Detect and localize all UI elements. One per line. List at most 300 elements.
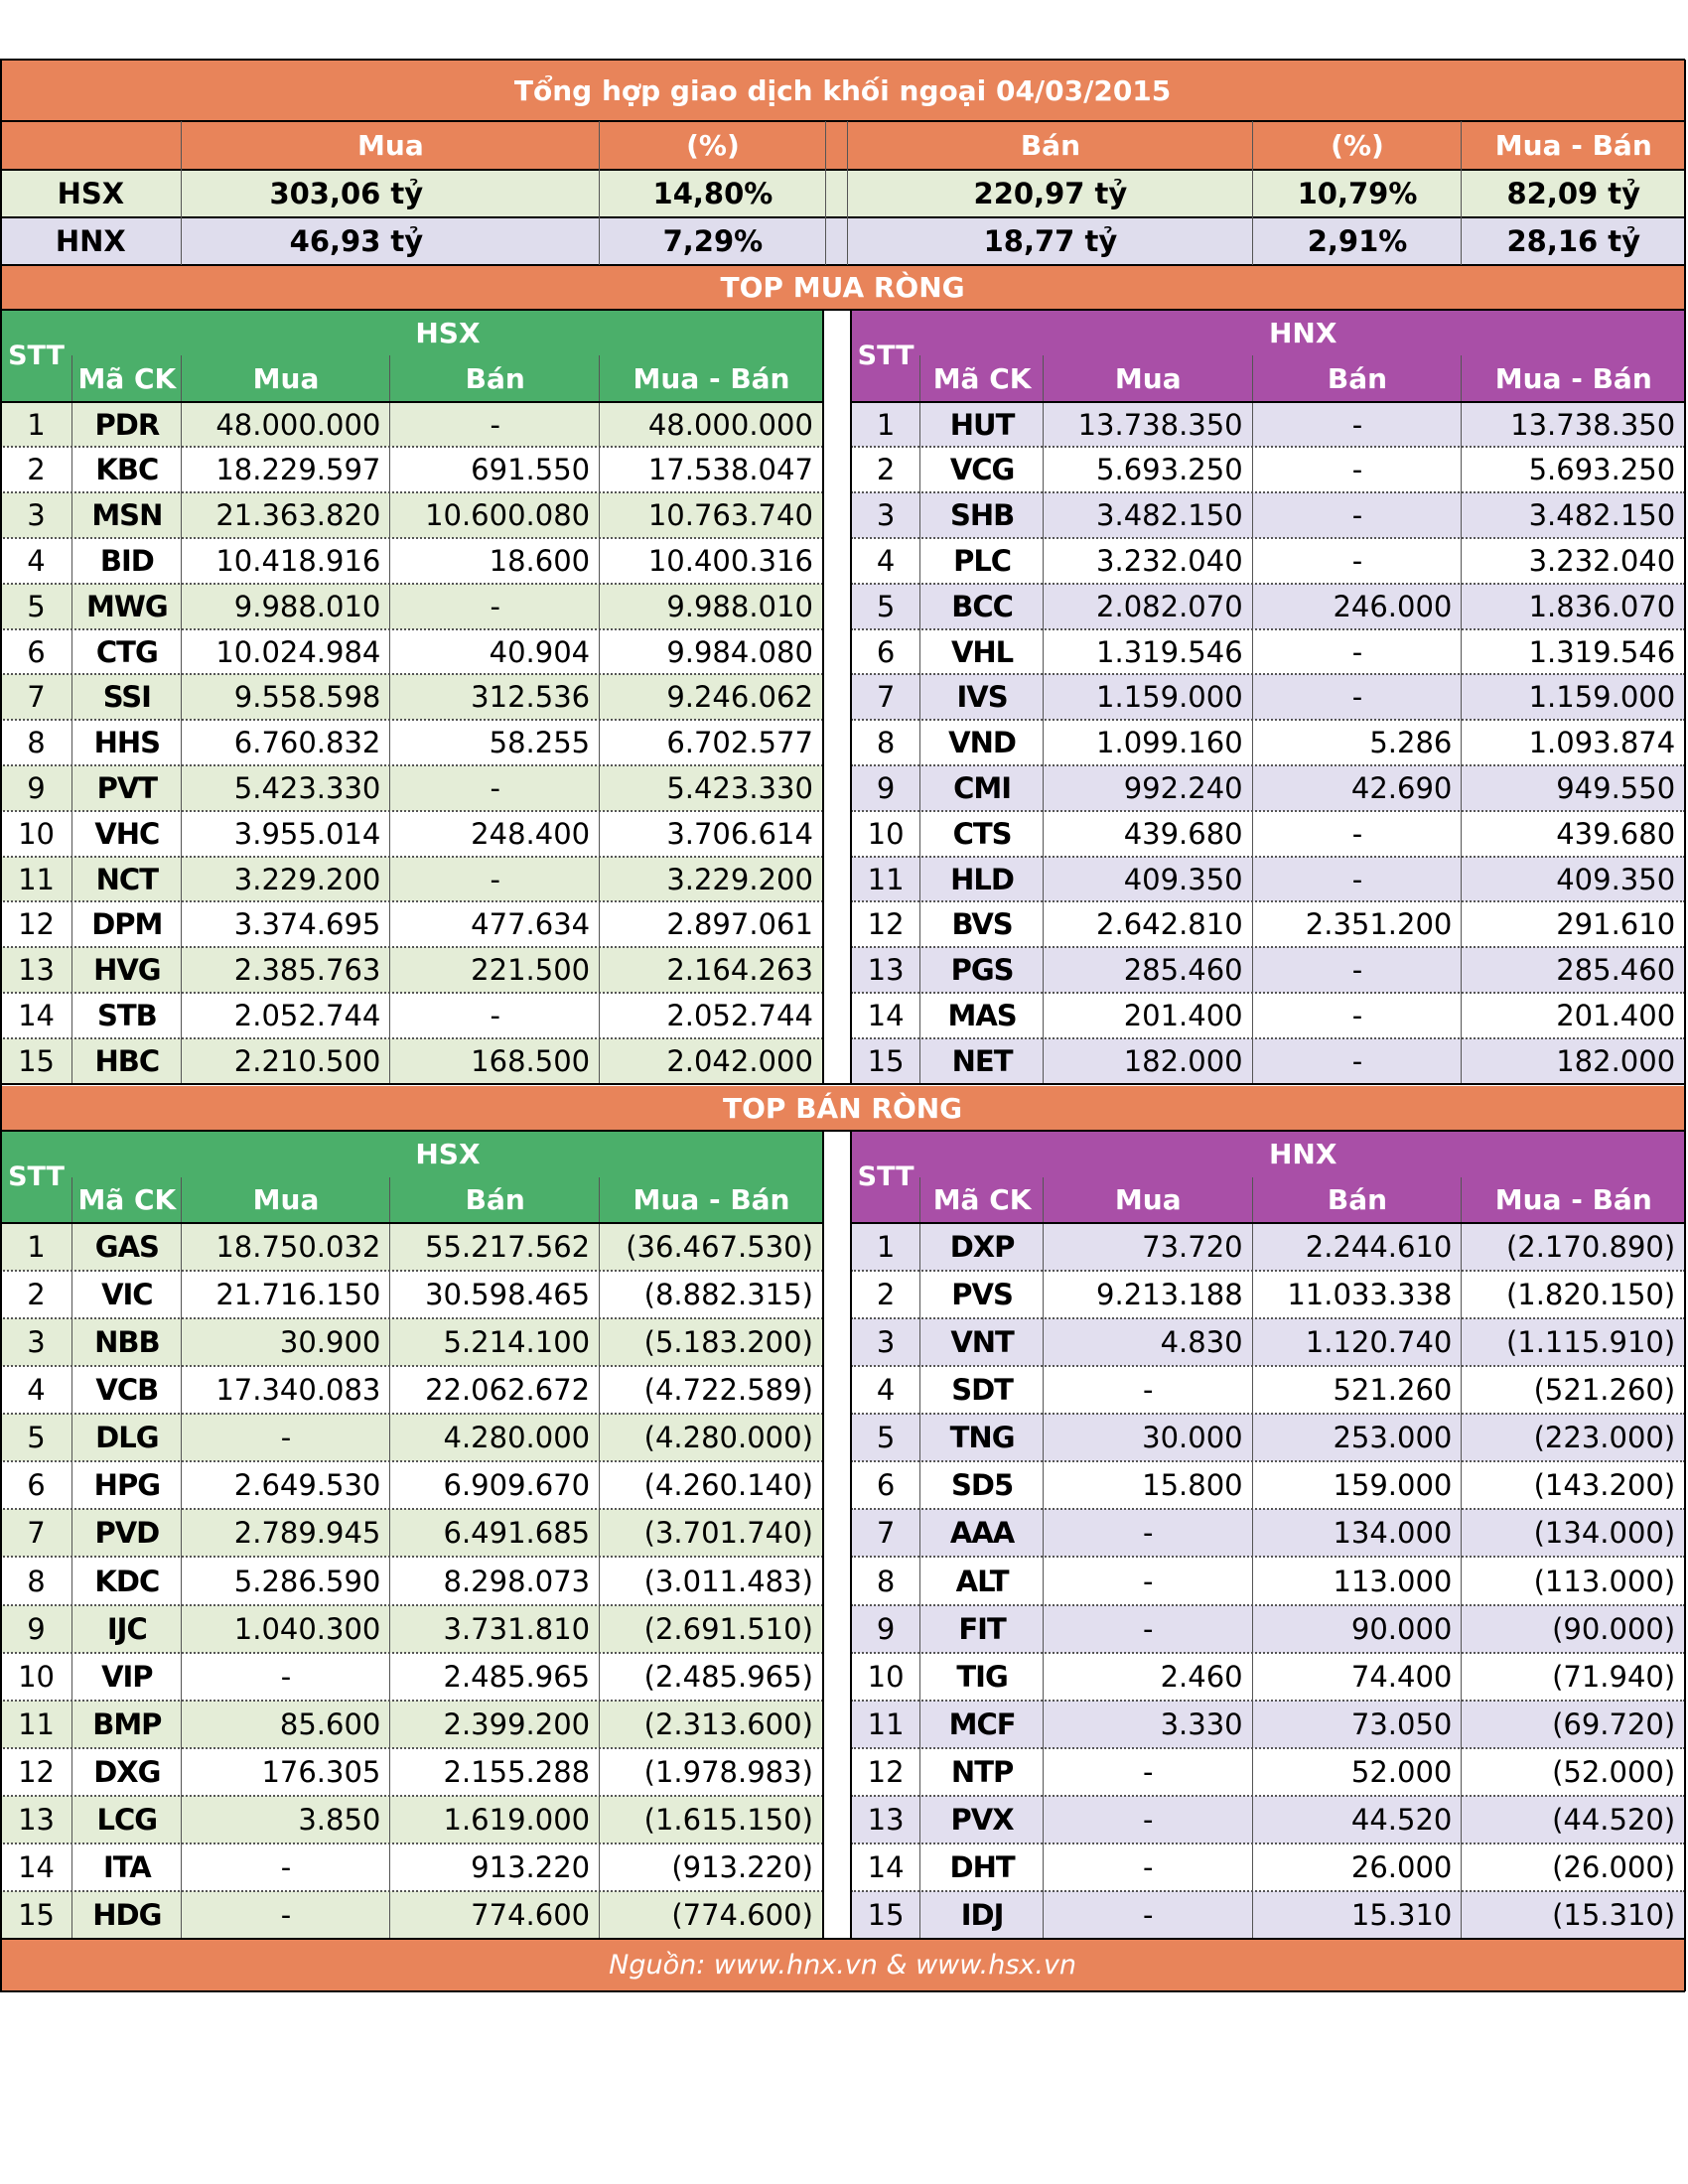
top-sell-hsx-sell-value: 22.062.672 [425,1373,591,1408]
grid-line [919,1177,920,1939]
top-buy-hsx-buy-value: 9.558.598 [182,674,391,720]
top-sell-hsx-buy-value: - [280,1849,292,1884]
grid-line [0,309,1685,311]
top-buy-hsx-sell-header: Bán [390,355,600,401]
top-buy-hnx-stock-code: BCC [920,584,1044,629]
top-buy-hnx-buy-value: 3.232.040 [1096,543,1243,578]
grid-line [0,1365,823,1367]
top-buy-hsx-net-value: 3.706.614 [666,816,813,851]
top-buy-hsx-sell-value: 221.500 [390,947,600,993]
top-sell-hsx-row-stt: 13 [0,1796,72,1843]
summary-buy-unit: tỷ [390,217,600,265]
top-sell-hsx-sell-value: 6.909.670 [443,1468,591,1503]
top-buy-hnx-net-value: 949.550 [1462,765,1685,811]
top-sell-hnx-net-value: (69.720) [1462,1701,1685,1748]
top-sell-hnx-stock-code: TIG [956,1659,1008,1694]
top-sell-hnx-sell-value: 253.000 [1253,1414,1463,1461]
grid-line [71,355,72,1083]
top-buy-hnx-stock-code: NET [920,1038,1044,1084]
top-buy-hsx-net-value: 5.423.330 [600,765,823,811]
top-sell-hsx-net-value: (4.280.000) [600,1414,823,1461]
top-sell-hsx-sell-value: 2.485.965 [443,1659,591,1694]
grid-line [0,537,823,539]
top-sell-hnx-net-value: (1.820.150) [1505,1278,1676,1312]
grid-line [822,310,824,1084]
grid-line [0,810,823,812]
top-buy-hnx-sell-header: Bán [1253,355,1463,401]
top-buy-hnx-net-value: 1.093.874 [1528,726,1676,760]
top-sell-hnx-row-stt: 6 [876,1468,896,1503]
top-sell-hsx-stock-code: HDG [72,1891,182,1939]
top-buy-hnx-sell-value: - [1253,947,1463,993]
grid-line [0,169,1685,171]
top-buy-hsx-stock-code: STB [96,998,157,1032]
top-buy-hsx-row-stt: 15 [0,1038,72,1084]
summary-buy-value: 303,06 [182,170,391,217]
top-sell-hsx-row-stt: 10 [18,1659,55,1694]
top-buy-hsx-buy-value: 6.760.832 [233,726,381,760]
top-sell-hnx-net-value: (113.000) [1533,1564,1676,1598]
top-buy-hsx-stock-code: DPM [91,907,163,942]
top-sell-hnx-buy-value: 3.330 [1044,1701,1253,1748]
top-buy-hnx-label: HNX [920,310,1685,355]
top-sell-hsx-net-value: (8.882.315) [643,1278,813,1312]
top-buy-hnx-sell-value: - [1253,857,1463,902]
top-sell-hsx-row-stt: 11 [0,1701,72,1748]
top-buy-hsx-stock-code: HBC [72,1038,182,1084]
top-buy-hsx-stock-code: SSI [72,674,182,720]
top-sell-hsx-buy-value: 2.649.530 [233,1468,381,1503]
top-sell-hnx-sell-value: 134.000 [1253,1509,1463,1557]
source-footer: Nguồn: www.hnx.vn & www.hsx.vn [0,1939,1685,1991]
grid-line [851,1843,1685,1844]
top-sell-hnx-row-stt: 11 [851,1701,920,1748]
top-sell-hnx-sell-value: 15.310 [1253,1891,1463,1939]
summary-header-sell: Bán [848,121,1252,170]
grid-line [825,121,826,265]
top-buy-hsx-row-stt: 12 [18,907,55,942]
top-sell-hsx-buy-header: Mua [182,1177,391,1223]
grid-line [0,1508,823,1510]
top-buy-hsx-buy-value: 3.374.695 [233,907,381,942]
top-buy-hnx-net-value: 291.610 [1556,907,1676,942]
top-sell-hnx-row-stt: 2 [876,1278,896,1312]
top-buy-hnx-net-value: 5.693.250 [1528,453,1676,487]
top-buy-hsx-stock-code: HVG [72,947,182,993]
top-buy-hnx-buy-value: 2.082.070 [1044,584,1253,629]
top-sell-hsx-code-header: Mã CK [72,1177,182,1223]
top-sell-hnx-net-header: Mua - Bán [1462,1177,1685,1223]
top-sell-hsx-row-stt: 1 [0,1223,72,1271]
top-sell-hnx-net-value: (26.000) [1552,1849,1676,1884]
grid-line [851,1222,1685,1224]
top-sell-hnx-stock-code: DHT [949,1849,1015,1884]
summary-sell-pct: 2,91% [1253,217,1463,265]
top-buy-hnx-sell-value: - [1351,634,1363,669]
grid-line [0,216,1685,218]
top-buy-hnx-row-stt: 13 [851,947,920,993]
grid-line [0,900,823,902]
top-sell-hnx-net-value: (134.000) [1462,1509,1685,1557]
top-buy-hnx-stock-code: HLD [920,857,1044,902]
top-sell-hnx-net-value: (90.000) [1462,1605,1685,1653]
top-sell-hsx-net-value: (2.691.510) [600,1605,823,1653]
top-sell-hsx-sell-value: 913.220 [471,1849,591,1884]
top-sell-hnx-buy-value: 73.720 [1044,1223,1253,1271]
top-buy-hsx-row-stt: 13 [0,947,72,993]
top-buy-hnx-row-stt: 8 [876,726,896,760]
top-sell-hnx-row-stt: 5 [851,1414,920,1461]
top-sell-hnx-stock-code: AAA [920,1509,1044,1557]
top-buy-hnx-net-value: 182.000 [1462,1038,1685,1084]
grid-line [919,355,920,1083]
grid-line [851,1508,1685,1510]
top-buy-hnx-stock-code: VCG [949,453,1015,487]
top-sell-hnx-row-stt: 14 [867,1849,905,1884]
top-buy-hnx-row-stt: 7 [851,674,920,720]
top-sell-hsx-net-value: (3.011.483) [643,1564,813,1598]
grid-line [1461,1177,1462,1939]
grid-line [851,1604,1685,1606]
summary-buy-pct: 14,80% [600,170,826,217]
top-buy-hsx-row-stt: 14 [18,998,55,1032]
top-buy-hnx-net-value: 285.460 [1462,947,1685,993]
top-buy-hsx-sell-value: - [490,998,500,1032]
top-buy-hnx-sell-value: - [1253,674,1463,720]
grid-line [851,900,1685,902]
top-sell-hsx-row-stt: 6 [27,1468,46,1503]
top-buy-hnx-sell-value: 246.000 [1253,584,1463,629]
grid-line [0,446,823,448]
top-sell-hnx-buy-header: Mua [1044,1177,1253,1223]
top-sell-hsx-label: HSX [72,1131,823,1176]
top-buy-hsx-buy-value: 3.229.200 [182,857,391,902]
top-buy-hsx-net-value: 10.400.316 [647,543,813,578]
summary-buy-value: 46,93 [182,217,391,265]
top-sell-hsx-stock-code: NBB [72,1318,182,1366]
grid-line [0,1795,823,1797]
top-buy-hsx-net-value: 2.052.744 [666,998,813,1032]
summary-exchange: HSX [0,170,182,217]
top-sell-hnx-sell-value: 73.050 [1253,1701,1463,1748]
top-sell-hnx-sell-value: 521.260 [1333,1373,1453,1408]
grid-line [851,764,1685,766]
top-sell-hsx-buy-value: 5.286.590 [233,1564,381,1598]
top-buy-hnx-stt-header: STT [851,310,920,402]
top-buy-hnx-stock-code: BVS [951,907,1013,942]
top-sell-hsx-net-value: (4.260.140) [643,1468,813,1503]
top-sell-hnx-buy-value: - [1143,1849,1154,1884]
top-sell-hsx-sell-value: 1.619.000 [390,1796,600,1843]
grid-line [0,1652,823,1654]
grid-line [0,60,2,1991]
top-sell-hsx-row-stt: 12 [18,1754,55,1789]
grid-line [389,1177,390,1939]
top-buy-hsx-row-stt: 2 [27,453,46,487]
top-sell-hsx-buy-value: 3.850 [182,1796,391,1843]
summary-header-buy-pct: (%) [600,121,826,170]
top-buy-hsx-row-stt: 3 [0,492,72,538]
top-buy-hsx-sell-value: 58.255 [489,726,591,760]
top-buy-hnx-buy-value: 439.680 [1123,816,1243,851]
grid-line [851,1037,1685,1039]
top-buy-hnx-row-stt: 10 [867,816,905,851]
top-buy-hnx-row-stt: 15 [851,1038,920,1084]
top-buy-hsx-stock-code: KBC [95,453,159,487]
top-sell-hsx-sell-header: Bán [390,1177,600,1223]
top-sell-hsx-net-value: (2.313.600) [600,1701,823,1748]
grid-line [851,1413,1685,1415]
top-buy-hsx-net-value: 9.246.062 [600,674,823,720]
top-buy-hnx-stock-code: IVS [920,674,1044,720]
grid-line [851,1652,1685,1654]
top-sell-hnx-stock-code: DXP [920,1223,1044,1271]
top-sell-hnx-net-value: (521.260) [1533,1373,1676,1408]
grid-line [0,401,823,403]
top-sell-hsx-stock-code: PVD [72,1509,182,1557]
top-sell-hnx-row-stt: 8 [876,1564,896,1598]
top-buy-hnx-buy-value: 1.099.160 [1096,726,1243,760]
top-sell-hnx-row-stt: 1 [851,1223,920,1271]
top-buy-hsx-buy-value: 9.988.010 [182,584,391,629]
summary-gap [826,217,848,265]
top-sell-hnx-row-stt: 12 [867,1754,905,1789]
summary-net: 82,09 tỷ [1462,170,1685,217]
top-sell-hnx-sell-value: 2.244.610 [1253,1223,1463,1271]
grid-line [851,1890,1685,1892]
top-sell-hnx-net-value: (52.000) [1552,1754,1676,1789]
grid-line [181,355,182,1083]
top-buy-hsx-net-value: 9.984.080 [666,634,813,669]
top-buy-hsx-sell-value: 312.536 [390,674,600,720]
grid-line [851,992,1685,994]
top-buy-hnx-stock-code: PLC [953,543,1012,578]
top-sell-hnx-net-value: (223.000) [1462,1414,1685,1461]
top-sell-hsx-net-value: (4.722.589) [643,1373,813,1408]
top-buy-hnx-buy-value: 285.460 [1044,947,1253,993]
grid-line [0,1556,823,1558]
top-sell-hnx-sell-value: 159.000 [1333,1468,1453,1503]
top-buy-hnx-row-stt: 9 [851,765,920,811]
top-sell-hsx-sell-value: 5.214.100 [390,1318,600,1366]
top-sell-hsx-net-value: (5.183.200) [600,1318,823,1366]
top-sell-hsx-stt-header: STT [0,1131,72,1223]
grid-line [851,401,1685,403]
top-buy-hnx-stock-code: VHL [950,634,1014,669]
top-buy-hsx-stt-header: STT [0,310,72,402]
page-title: Tổng hợp giao dịch khối ngoại 04/03/2015 [0,60,1685,121]
grid-line [851,1700,1685,1702]
grid-line [0,1222,823,1224]
top-sell-hnx-stock-code: PVS [951,1278,1013,1312]
top-sell-hsx-sell-value: 4.280.000 [390,1414,600,1461]
top-buy-hsx-row-stt: 11 [0,857,72,902]
top-buy-hnx-buy-value: 992.240 [1044,765,1253,811]
top-buy-hsx-stock-code: NCT [72,857,182,902]
top-buy-hsx-sell-value: - [390,765,600,811]
grid-line [181,1177,182,1939]
top-sell-title: TOP BÁN RÒNG [0,1086,1685,1131]
summary-net: 28,16 tỷ [1462,217,1685,265]
top-sell-hsx-row-stt: 15 [0,1891,72,1939]
grid-line [0,628,823,630]
top-buy-hsx-sell-value: 40.904 [489,634,591,669]
grid-line [851,491,1685,493]
top-sell-hnx-stock-code: NTP [950,1754,1014,1789]
top-sell-hnx-buy-value: 9.213.188 [1096,1278,1243,1312]
top-sell-hnx-buy-value: 2.460 [1160,1659,1243,1694]
grid-line [0,1700,823,1702]
grid-line [851,946,1685,948]
top-buy-hsx-label: HSX [72,310,823,355]
top-buy-hsx-buy-value: 21.363.820 [182,492,391,538]
top-sell-hsx-sell-value: 2.155.288 [443,1754,591,1789]
grid-line [850,1131,852,1938]
top-sell-hnx-sell-value: 74.400 [1350,1659,1453,1694]
grid-line [0,1083,1685,1085]
top-sell-hsx-buy-value: - [182,1414,391,1461]
top-buy-hsx-net-value: 10.763.740 [600,492,823,538]
top-buy-title: TOP MUA RÒNG [0,265,1685,310]
grid-line [0,1317,823,1319]
top-sell-hsx-buy-value: 85.600 [182,1701,391,1748]
top-buy-hsx-net-value: 2.164.263 [600,947,823,993]
grid-line [1461,121,1462,265]
top-buy-hsx-buy-value: 18.229.597 [215,453,381,487]
grid-line [847,121,848,265]
top-sell-hnx-buy-value: 15.800 [1142,1468,1243,1503]
grid-line [851,810,1685,812]
top-sell-hnx-row-stt: 7 [851,1509,920,1557]
top-sell-hnx-row-stt: 9 [851,1605,920,1653]
summary-header-sell-pct: (%) [1253,121,1463,170]
top-sell-hnx-code-header: Mã CK [920,1177,1044,1223]
top-sell-hnx-buy-value: - [1143,1373,1154,1408]
top-sell-hnx-sell-value: 52.000 [1350,1754,1453,1789]
top-sell-hsx-buy-value: 2.789.945 [182,1509,391,1557]
top-buy-hnx-sell-value: 42.690 [1253,765,1463,811]
top-sell-hsx-stock-code: DXG [93,1754,161,1789]
top-sell-hnx-stock-code: SDT [951,1373,1013,1408]
top-buy-hsx-stock-code: PDR [72,402,182,448]
top-buy-hnx-buy-value: 2.642.810 [1096,907,1243,942]
top-sell-hsx-stock-code: IJC [72,1605,182,1653]
top-buy-hsx-net-value: 2.042.000 [600,1038,823,1084]
top-sell-hsx-net-header: Mua - Bán [600,1177,823,1223]
summary-buy-pct: 7,29% [600,217,826,265]
top-sell-hsx-row-stt: 5 [0,1414,72,1461]
top-sell-hsx-sell-value: 2.399.200 [390,1701,600,1748]
top-buy-hnx-net-value: 439.680 [1556,816,1676,851]
top-sell-hsx-stock-code: VCB [95,1373,159,1408]
top-sell-hnx-sell-header: Bán [1253,1177,1463,1223]
top-buy-hsx-buy-value: 10.024.984 [215,634,381,669]
top-sell-hsx-row-stt: 2 [27,1278,46,1312]
top-buy-hsx-net-header: Mua - Bán [600,355,823,401]
top-buy-hnx-stock-code: VND [948,726,1016,760]
grid-line [0,1270,823,1272]
grid-line [0,719,823,721]
top-sell-hsx-net-value: (1.615.150) [600,1796,823,1843]
top-buy-hsx-sell-value: 10.600.080 [390,492,600,538]
grid-line [822,1131,824,1938]
top-buy-hnx-net-value: 13.738.350 [1462,402,1685,448]
top-sell-hnx-net-value: (15.310) [1462,1891,1685,1939]
grid-line [851,1317,1685,1319]
top-buy-hsx-row-stt: 8 [27,726,46,760]
top-buy-hsx-sell-value: 168.500 [390,1038,600,1084]
top-buy-hsx-buy-header: Mua [182,355,391,401]
top-sell-hsx-net-value: (913.220) [671,1849,813,1884]
grid-line [851,583,1685,585]
top-sell-hsx-row-stt: 9 [0,1605,72,1653]
grid-line [851,1795,1685,1797]
top-buy-hnx-sell-value: - [1351,998,1363,1032]
top-buy-hnx-net-header: Mua - Bán [1462,355,1685,401]
top-buy-hsx-net-value: 17.538.047 [647,453,813,487]
top-sell-hnx-stock-code: FIT [920,1605,1044,1653]
top-sell-hnx-buy-value: - [1044,1605,1253,1653]
top-sell-hnx-sell-value: 44.520 [1253,1796,1463,1843]
top-buy-hnx-net-value: 1.319.546 [1528,634,1676,669]
top-sell-hnx-buy-value: - [1044,1509,1253,1557]
top-buy-hsx-stock-code: MSN [72,492,182,538]
top-buy-hsx-row-stt: 9 [0,765,72,811]
grid-line [1252,121,1253,265]
grid-line [851,1556,1685,1558]
top-sell-hnx-row-stt: 15 [851,1891,920,1939]
top-sell-hsx-row-stt: 7 [0,1509,72,1557]
top-buy-hnx-buy-value: 409.350 [1044,857,1253,902]
top-sell-hsx-buy-value: 18.750.032 [182,1223,391,1271]
grid-line [181,121,182,265]
summary-gap [826,170,848,217]
top-sell-hsx-stock-code: VIP [101,1659,153,1694]
top-buy-hsx-stock-code: MWG [72,584,182,629]
top-buy-hnx-sell-value: - [1253,1038,1463,1084]
grid-line [851,537,1685,539]
top-buy-hnx-row-stt: 5 [851,584,920,629]
top-buy-hnx-buy-value: 1.159.000 [1044,674,1253,720]
grid-line [0,1990,1685,1992]
top-sell-hsx-row-stt: 4 [27,1373,46,1408]
top-sell-hnx-label: HNX [920,1131,1685,1176]
top-buy-hnx-buy-value: 13.738.350 [1044,402,1253,448]
top-buy-hsx-stock-code: BID [99,543,154,578]
top-sell-hsx-buy-value: 1.040.300 [182,1605,391,1653]
grid-line [599,121,600,265]
grid-line [1684,60,1686,1991]
grid-line [0,1604,823,1606]
grid-line [0,856,823,858]
top-sell-hnx-buy-value: - [1044,1891,1253,1939]
top-sell-hnx-stock-code: TNG [920,1414,1044,1461]
top-sell-hnx-sell-value: 1.120.740 [1253,1318,1463,1366]
top-sell-hsx-net-value: (2.485.965) [643,1659,813,1694]
top-buy-hnx-buy-value: 182.000 [1044,1038,1253,1084]
top-buy-hsx-row-stt: 10 [18,816,55,851]
top-buy-hnx-sell-value: - [1253,492,1463,538]
top-sell-hsx-stock-code: DLG [72,1414,182,1461]
top-sell-hnx-row-stt: 3 [851,1318,920,1366]
top-sell-hnx-stock-code: PVX [920,1796,1044,1843]
top-buy-hsx-buy-value: 3.955.014 [233,816,381,851]
top-sell-hnx-net-value: (2.170.890) [1462,1223,1685,1271]
grid-line [851,446,1685,448]
top-buy-hsx-sell-value: 18.600 [489,543,591,578]
top-buy-hnx-stock-code: CMI [920,765,1044,811]
grid-line [0,673,823,675]
